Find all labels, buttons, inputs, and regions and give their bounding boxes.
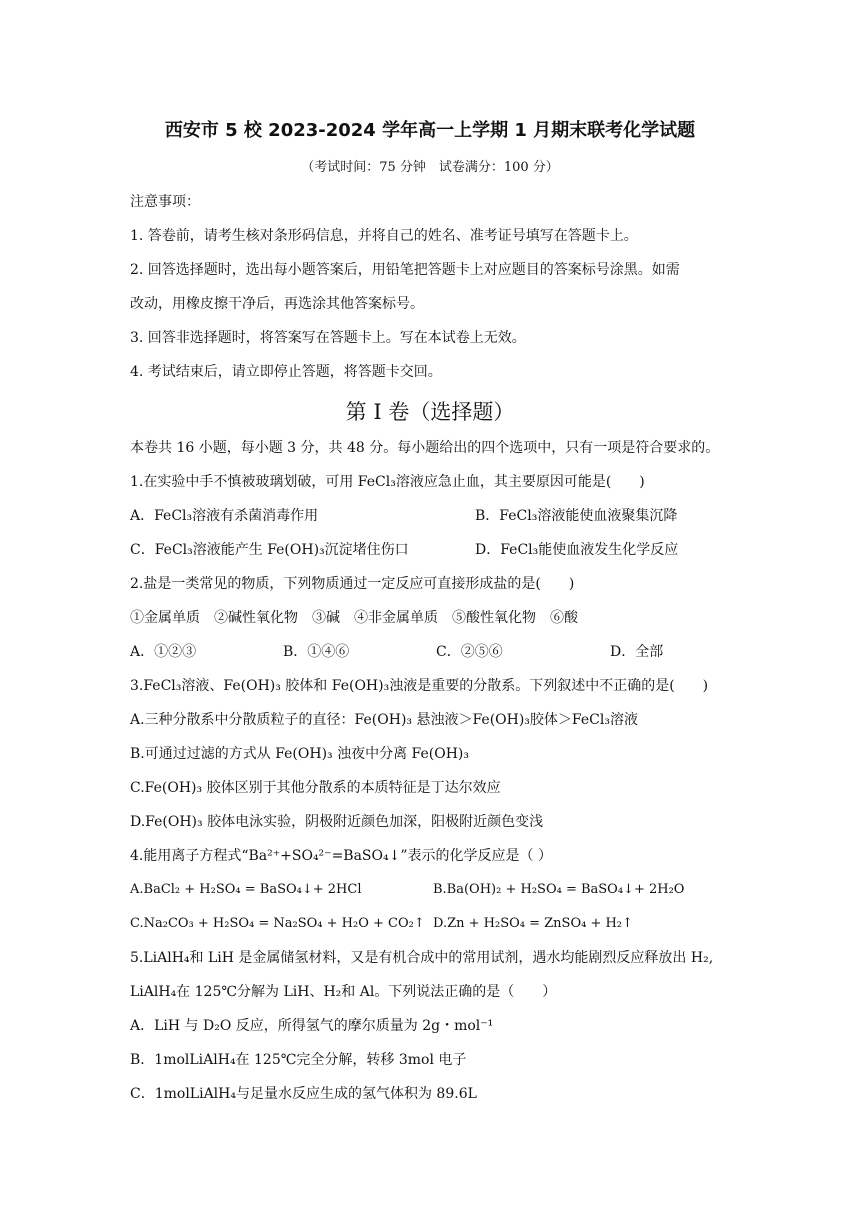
q1-stem: 1.在实验中手不慎被玻璃划破，可用 FeCl₃溶液应急止血，其主要原因可能是( )	[130, 474, 645, 490]
exam-title: 西安市 5 校 2023-2024 学年高一上学期 1 月期末联考化学试题	[164, 120, 696, 141]
notice-item-1: 1. 答卷前，请考生核对条形码信息，并将自己的姓名、准考证号填写在答题卡上。	[130, 228, 638, 244]
q3-option-a: A.三种分散系中分散质粒子的直径：Fe(OH)₃ 悬浊液＞Fe(OH)₃胶体＞FeCl₃溶液	[130, 712, 638, 728]
q5-stem-line-1: 5.LiAlH₄和 LiH 是金属储氢材料，又是有机合成中的常用试剂，遇水均能剧烈反应释放出 H₂,	[130, 950, 714, 966]
q4-option-b: B.Ba(OH)₂ + H₂SO₄ = BaSO₄↓+ 2H₂O	[433, 882, 685, 897]
q3-option-c: C.Fe(OH)₃ 胶体区别于其他分散系的本质特征是丁达尔效应	[130, 780, 501, 796]
notice-item-4: 4. 考试结束后，请立即停止答题，将答题卡交回。	[130, 364, 442, 380]
q2-option-a: A．①②③	[130, 644, 197, 660]
q5-option-a: A．LiH 与 D₂O 反应，所得氢气的摩尔质量为 2g・mol⁻¹	[130, 1018, 494, 1034]
q2-option-b: B．①④⑥	[283, 644, 350, 660]
notice-item-2: 2. 回答选择题时，选出每小题答案后，用铅笔把答题卡上对应题目的答案标号涂黑。如需	[130, 262, 680, 278]
section-title: 第 I 卷（选择题）	[345, 400, 515, 424]
q4-option-c: C.Na₂CO₃ + H₂SO₄ = Na₂SO₄ + H₂O + CO₂↑	[130, 916, 425, 931]
notice-item-2-cont: 改动，用橡皮擦干净后，再选涂其他答案标号。	[130, 296, 424, 312]
q5-option-b: B．1molLiAlH₄在 125℃完全分解，转移 3mol 电子	[130, 1052, 467, 1068]
q2-stem: 2.盐是一类常见的物质，下列物质通过一定反应可直接形成盐的是( )	[130, 576, 575, 592]
exam-subtitle: （考试时间：75 分钟 试卷满分：100 分）	[301, 160, 559, 175]
q2-list: ①金属单质 ②碱性氧化物 ③碱 ④非金属单质 ⑤酸性氧化物 ⑥酸	[130, 610, 578, 626]
q1-option-d: D．FeCl₃能使血液发生化学反应	[475, 542, 679, 558]
section-intro: 本卷共 16 小题，每小题 3 分，共 48 分。每小题给出的四个选项中，只有一项是符合要求的。	[130, 440, 720, 456]
q5-option-c: C．1molLiAlH₄与足量水反应生成的氢气体积为 89.6L	[130, 1086, 477, 1102]
q4-option-a: A.BaCl₂ + H₂SO₄ = BaSO₄↓+ 2HCl	[130, 882, 362, 897]
q2-option-c: C．②⑤⑥	[436, 644, 503, 660]
q1-option-a: A．FeCl₃溶液有杀菌消毒作用	[130, 508, 319, 524]
q1-option-c: C．FeCl₃溶液能产生 Fe(OH)₃沉淀堵住伤口	[130, 542, 409, 558]
q4-stem: 4.能用离子方程式“Ba²⁺+SO₄²⁻=BaSO₄↓”表示的化学反应是（ ）	[130, 848, 552, 864]
notice-heading: 注意事项：	[130, 194, 200, 210]
q4-option-d: D.Zn + H₂SO₄ = ZnSO₄ + H₂↑	[433, 916, 633, 931]
q3-option-b: B.可通过过滤的方式从 Fe(OH)₃ 浊夜中分离 Fe(OH)₃	[130, 746, 470, 762]
q3-stem: 3.FeCl₃溶液、Fe(OH)₃ 胶体和 Fe(OH)₃浊液是重要的分散系。下列叙述中不正确的是( )	[130, 678, 709, 694]
q5-stem-line-2: LiAlH₄在 125℃分解为 LiH、H₂和 Al。下列说法正确的是（ ）	[130, 984, 557, 1000]
q1-option-b: B．FeCl₃溶液能使血液聚集沉降	[475, 508, 678, 524]
notice-item-3: 3. 回答非选择题时，将答案写在答题卡上。写在本试卷上无效。	[130, 330, 526, 346]
q2-option-d: D．全部	[610, 644, 664, 660]
q3-option-d: D.Fe(OH)₃ 胶体电泳实验，阴极附近颜色加深，阳极附近颜色变浅	[130, 814, 544, 830]
